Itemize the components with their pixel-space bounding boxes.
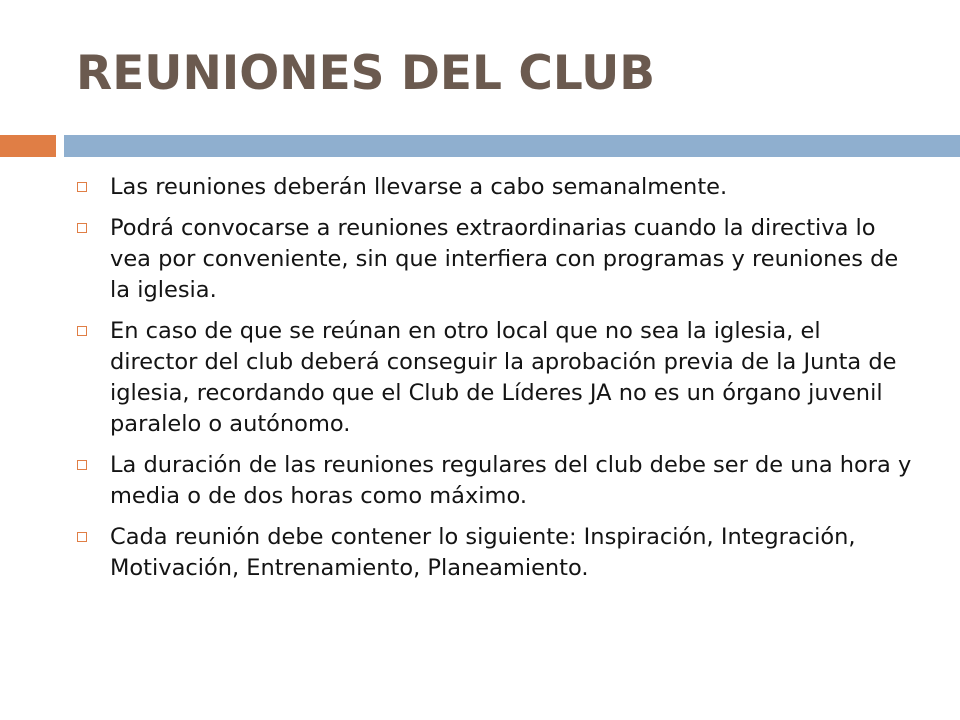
bullet-text: Podrá convocarse a reuniones extraordinarias cuando la directiva lo vea por conveniente, sin que interfiera con programas y reuniones de la iglesia. [110, 215, 899, 303]
bullet-text: Cada reunión debe contener lo siguiente: Inspiración, Integración, Motivación, Entrenamiento, Planeamiento. [110, 524, 856, 581]
hollow-square-bullet-icon [77, 326, 87, 336]
list-item [74, 316, 914, 440]
bullet-text: Las reuniones deberán llevarse a cabo semanalmente. [110, 174, 728, 200]
hollow-square-bullet-icon [77, 532, 87, 542]
hollow-square-bullet-icon [77, 223, 87, 233]
bullet-text: En caso de que se reúnan en otro local que no sea la iglesia, el director del club deberá conseguir la aprobación previa de la Junta de iglesia, recordando que el Club de Líderes JA no es un órgano juvenil paralelo o autónomo. [110, 318, 897, 437]
list-item [74, 522, 914, 584]
list-item [74, 450, 914, 512]
accent-bar-orange [0, 135, 56, 157]
accent-bar-blue [64, 135, 960, 157]
hollow-square-bullet-icon [77, 182, 87, 192]
hollow-square-bullet-icon [77, 460, 87, 470]
list-item [74, 213, 914, 306]
bullet-list [74, 172, 914, 594]
bullet-text: La duración de las reuniones regulares del club debe ser de una hora y media o de dos horas como máximo. [110, 452, 912, 509]
slide-title: REUNIONES DEL CLUB [76, 46, 656, 101]
list-item [74, 172, 914, 203]
